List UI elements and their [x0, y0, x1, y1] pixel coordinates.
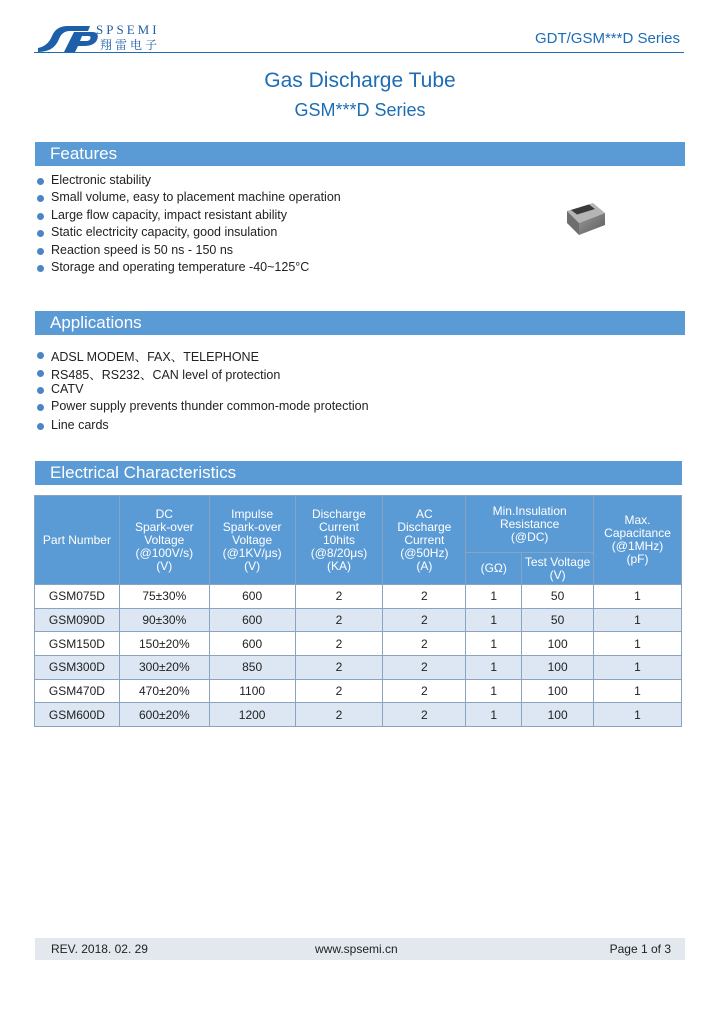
features-list	[35, 173, 341, 277]
list-item: ADSL MODEM、FAX、TELEPHONE	[35, 347, 369, 365]
header-insulation-resistance: Min.Insulation Resistance (@DC)	[466, 496, 594, 553]
header-discharge-current: Discharge Current 10hits (@8/20μs) (KA)	[295, 496, 383, 585]
list-item: Small volume, easy to placement machine operation	[35, 190, 341, 207]
component-photo	[563, 201, 607, 237]
table-row: GSM470D 470±20% 1100 2 2 1 100 1	[35, 679, 682, 703]
list-item: Static electricity capacity, good insulation	[35, 225, 341, 242]
list-item: Line cards	[35, 418, 369, 436]
features-heading: Features	[35, 142, 685, 166]
page-number: Page 1 of 3	[609, 942, 671, 956]
applications-list	[35, 347, 369, 436]
header-insulation-unit: (GΩ)	[466, 553, 522, 585]
list-item: Electronic stability	[35, 173, 341, 190]
series-tag: GDT/GSM***D Series	[534, 30, 680, 47]
header-capacitance: Max. Capacitance (@1MHz) (pF)	[594, 496, 682, 585]
applications-heading: Applications	[35, 311, 685, 335]
table-row: GSM600D 600±20% 1200 2 2 1 100 1	[35, 703, 682, 727]
brand-name-chinese: 翔雷电子	[100, 38, 161, 52]
header-part-number: Part Number	[35, 496, 120, 585]
header-dc-sparkover: DC Spark-over Voltage (@100V/s) (V)	[119, 496, 209, 585]
table-row: GSM075D 75±30% 600 2 2 1 50 1	[35, 585, 682, 609]
list-item: CATV	[35, 382, 369, 399]
list-item: Large flow capacity, impact resistant ability	[35, 208, 341, 225]
table-row: GSM300D 300±20% 850 2 2 1 100 1	[35, 656, 682, 680]
electrical-characteristics-table	[34, 495, 682, 727]
list-item: Storage and operating temperature -40~125°C	[35, 260, 341, 277]
document-title: Gas Discharge Tube	[264, 69, 456, 92]
list-item: Power supply prevents thunder common-mode protection	[35, 399, 369, 419]
list-item: Reaction speed is 50 ns - 150 ns	[35, 243, 341, 260]
table-row: GSM150D 150±20% 600 2 2 1 100 1	[35, 632, 682, 656]
footer	[35, 938, 685, 960]
revision-date: REV. 2018. 02. 29	[51, 942, 148, 956]
header-divider	[34, 52, 684, 53]
brand-name: SPSEMI	[96, 22, 160, 37]
header-impulse-sparkover: Impulse Spark-over Voltage (@1KV/μs) (V)	[209, 496, 295, 585]
list-item: RS485、RS232、CAN level of protection	[35, 365, 369, 383]
table-row: GSM090D 90±30% 600 2 2 1 50 1	[35, 608, 682, 632]
document-subtitle: GSM***D Series	[294, 100, 426, 120]
electrical-heading: Electrical Characteristics	[35, 461, 682, 485]
website-link[interactable]: www.spsemi.cn	[315, 942, 398, 956]
header-test-voltage: Test Voltage (V)	[522, 553, 594, 585]
header-ac-discharge: AC Discharge Current (@50Hz) (A)	[383, 496, 466, 585]
